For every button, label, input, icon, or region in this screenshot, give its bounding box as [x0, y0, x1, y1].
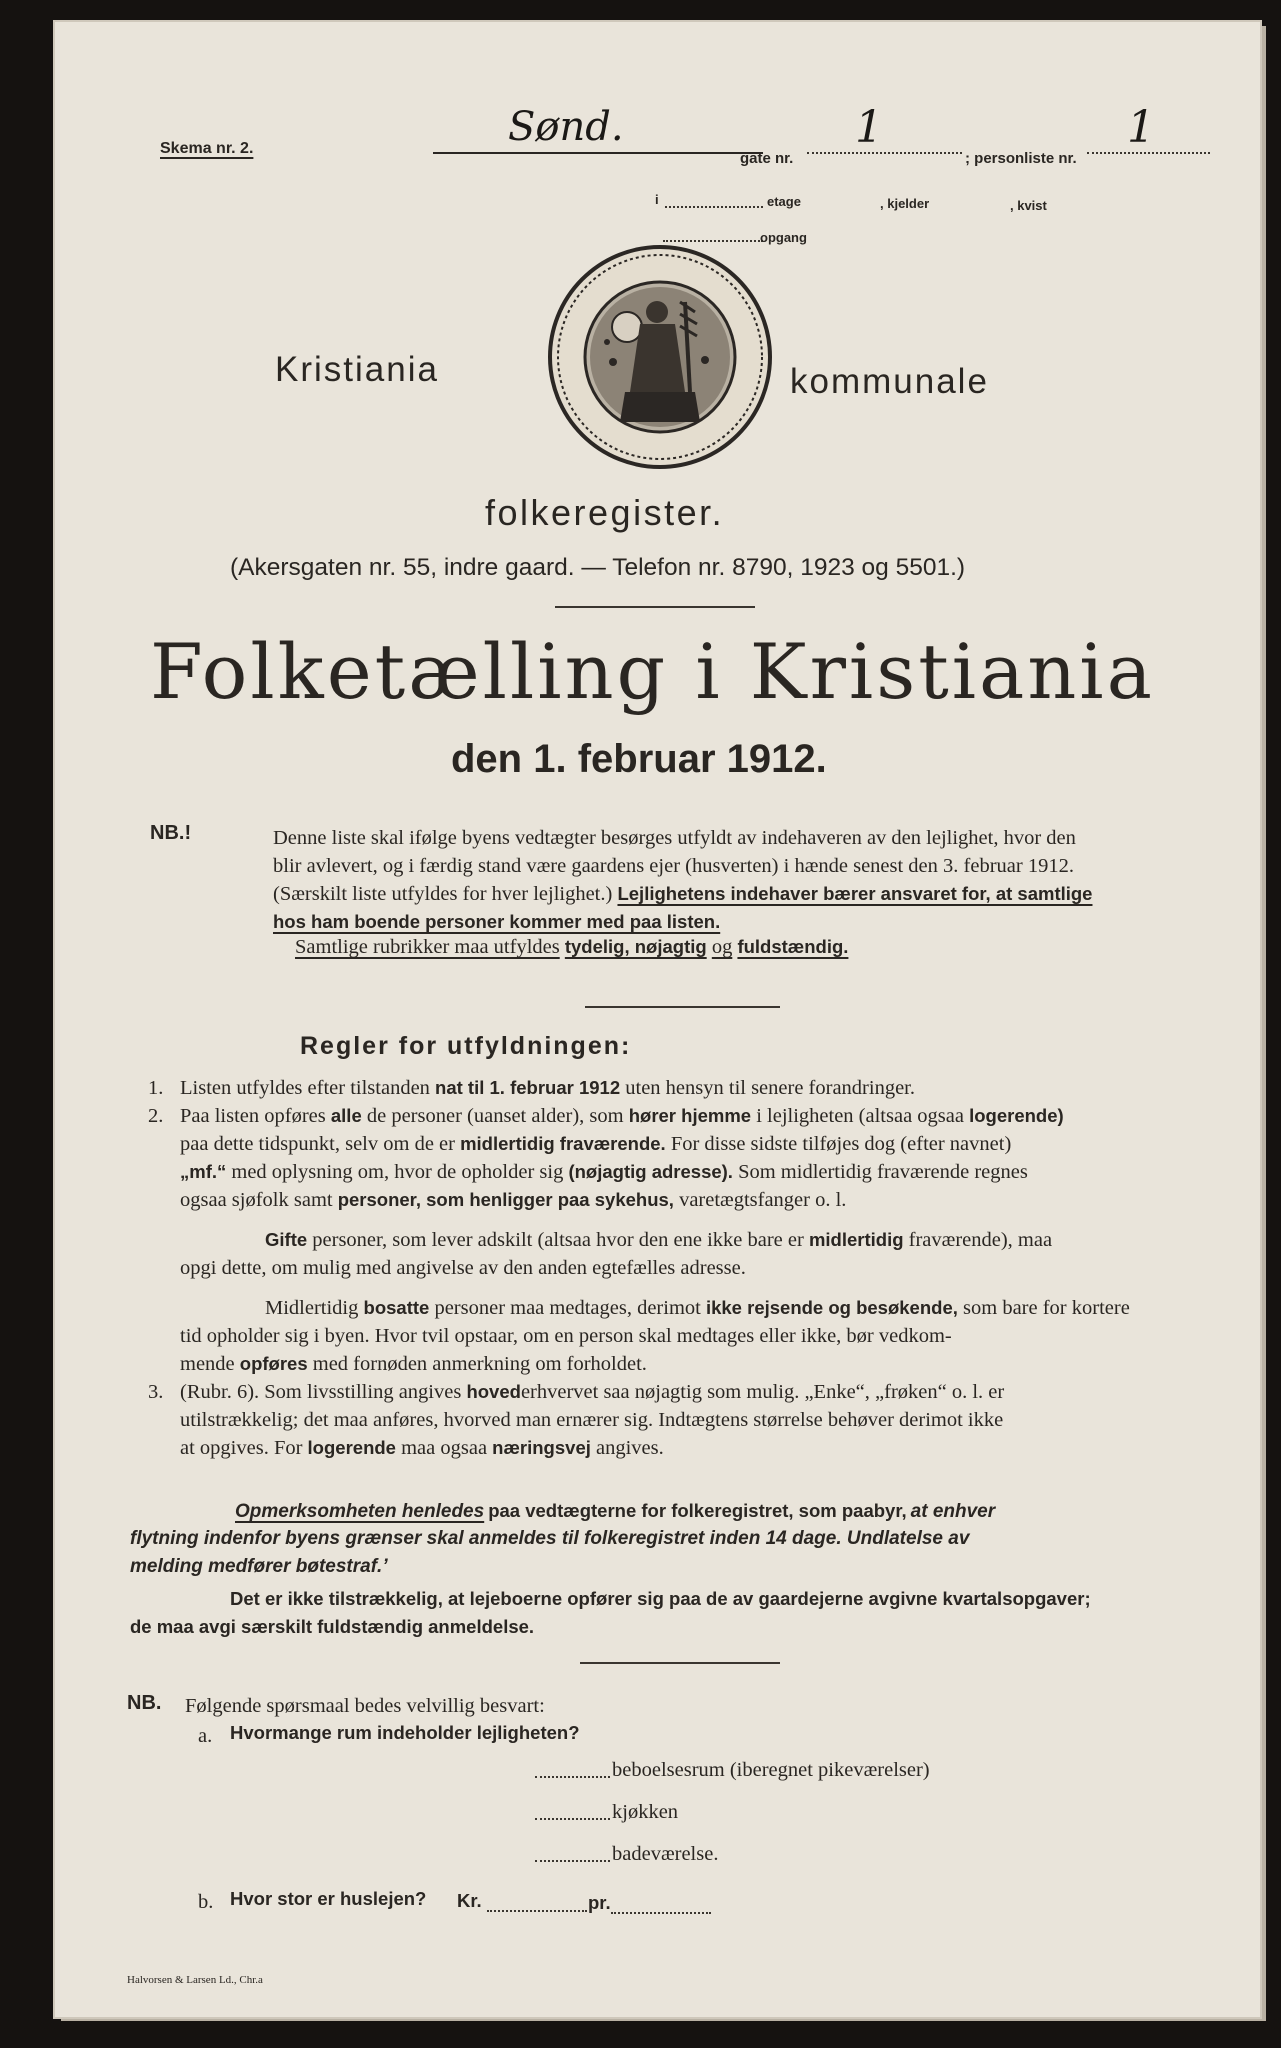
gate-number-handwritten: 1 — [855, 102, 883, 153]
bold-text: „mf.“ — [180, 1161, 227, 1182]
attention-text: paa vedtægterne for folkeregistret, som paabyr, — [488, 1500, 907, 1521]
nb1-line5c: og — [711, 936, 733, 958]
question-b-label: b. — [198, 1891, 214, 1913]
rule-2-number: 2. — [148, 1105, 164, 1127]
bold-text: (nøjagtig adresse). — [568, 1161, 733, 1182]
rule-3-line-1 — [180, 1378, 1215, 1406]
rooms-label: beboelsesrum (iberegnet pikeværelser) — [612, 1759, 930, 1781]
bold-text: opføres — [239, 1353, 308, 1374]
street-field[interactable] — [433, 104, 763, 156]
text: i lejligheten (altsaa ogsaa — [751, 1105, 970, 1127]
divider-3 — [580, 1662, 780, 1664]
rent-amount-field[interactable] — [487, 1910, 587, 1912]
bathroom-field[interactable] — [535, 1860, 610, 1862]
questions-intro: Følgende spørsmaal bedes velvillig besvart: — [185, 1695, 545, 1717]
text: personer, som lever adskilt (altsaa hvor den ene ikke bare er — [307, 1229, 809, 1251]
attention-line-4: Det er ikke tilstrækkelig, at lejeboerne opfører sig paa de av gaardejerne avgivne kvartalsopgaver; — [230, 1588, 1091, 1609]
rule-3-line-3 — [180, 1434, 1215, 1462]
rule-2-line-8: tid opholder sig i byen. Hvor tvil opstaar, om en person skal medtages eller ikke, bør vedkom- — [180, 1325, 952, 1347]
bold-text: alle — [330, 1105, 362, 1126]
rent-period-field[interactable] — [611, 1912, 711, 1914]
attention-line-3: melding medfører bøtestraf.’ — [130, 1556, 388, 1577]
kjelder-label: , kjelder — [880, 196, 930, 211]
attention-italic: at enhver — [910, 1501, 996, 1522]
gate-number-field[interactable] — [807, 102, 962, 156]
rent-kr-label: Kr. — [457, 1890, 482, 1911]
rule-2-line-7 — [265, 1294, 1215, 1322]
questions-nb-label: NB. — [127, 1692, 162, 1714]
kitchen-field[interactable] — [535, 1818, 610, 1820]
kristiania-seal — [545, 242, 775, 472]
text: ogsaa sjøfolk samt — [180, 1189, 338, 1211]
nb1-line3a: (Særskilt liste utfyldes for hver lejlighet.) — [273, 883, 613, 905]
text: angives. — [590, 1437, 664, 1459]
bold-text: Gifte — [265, 1229, 308, 1250]
rooms-field[interactable] — [535, 1776, 610, 1778]
personliste-field[interactable] — [1087, 102, 1210, 156]
text: Midlertidig — [265, 1297, 364, 1319]
schema-label: Skema nr. 2. — [160, 140, 254, 157]
nb1-line2: blir avlevert, og i færdig stand være gaardens ejer (husverten) i hænde senest den 3. februar 1912. — [273, 855, 1074, 877]
text: Paa listen opføres — [180, 1105, 331, 1127]
rule-2-line-6: opgi dette, om mulig med angivelse av den anden egtefælles adresse. — [180, 1257, 746, 1279]
rule-2-line-2 — [180, 1130, 1215, 1158]
attention-lead: Opmerksomheten henledes — [235, 1501, 485, 1522]
etage-field[interactable] — [665, 206, 763, 208]
text: at opgives. For — [180, 1437, 308, 1459]
institution-name: folkeregister. — [485, 492, 725, 533]
bold-text: bosatte — [363, 1297, 430, 1318]
rule-3-number: 3. — [148, 1381, 164, 1403]
text: (Rubr. 6). Som livsstilling angives — [180, 1381, 467, 1403]
kvist-label: , kvist — [1010, 198, 1047, 213]
etage-label: etage — [767, 194, 801, 209]
kitchen-label: kjøkken — [612, 1801, 679, 1823]
bold-text: ikke rejsende og besøkende, — [705, 1297, 958, 1318]
bold-text: logerende) — [969, 1105, 1064, 1126]
text: mende — [180, 1353, 240, 1375]
text: fraværende), maa — [903, 1229, 1053, 1251]
attention-line-2: flytning indenfor byens grænser skal anmeldes til folkeregistret inden 14 dage. Undlatelse av — [130, 1528, 970, 1549]
rule-1-part: Listen utfyldes efter tilstanden — [180, 1077, 436, 1099]
nb1-line5a: Samtlige rubrikker maa utfyldes — [295, 936, 560, 958]
rule-2-line-5 — [265, 1226, 1215, 1254]
bold-text: midlertidig fraværende. — [460, 1133, 666, 1154]
rule-1-part: uten hensyn til senere forandringer. — [620, 1077, 916, 1099]
question-a-text: Hvormange rum indeholder lejligheten? — [230, 1722, 580, 1743]
bold-text: logerende — [307, 1437, 396, 1458]
title-date: den 1. februar 1912. — [451, 737, 827, 781]
text: For disse sidste tilføjes dog (efter navnet) — [665, 1133, 1012, 1155]
divider-2 — [585, 1006, 780, 1008]
rule-2-line-1 — [180, 1102, 1215, 1130]
rule-1-text — [180, 1074, 1215, 1102]
bold-text: hører hjemme — [628, 1105, 752, 1126]
bold-text: næringsvej — [492, 1437, 591, 1458]
bold-text: midlertidig — [808, 1229, 904, 1250]
institution-right: kommunale — [790, 362, 989, 401]
nb1-label: NB.! — [150, 822, 192, 844]
personliste-label: ; personliste nr. — [965, 150, 1077, 167]
street-handwritten: Sønd. — [508, 104, 624, 150]
text: erhvervet saa nøjagtig som mulig. „Enke“, „frøken“ o. l. er — [520, 1381, 1005, 1403]
text: varetægtsfanger o. l. — [673, 1189, 847, 1211]
rule-2-line-3 — [180, 1158, 1215, 1186]
text: personer maa medtages, derimot — [429, 1297, 706, 1319]
question-a-label: a. — [198, 1725, 213, 1747]
text: de personer (uanset alder), som — [361, 1105, 629, 1127]
divider-1 — [555, 606, 755, 608]
bold-text: hoved — [466, 1381, 521, 1402]
text: som bare for kortere — [957, 1297, 1130, 1319]
census-form-page — [55, 22, 1260, 2017]
bathroom-label: badeværelse. — [612, 1843, 719, 1865]
bold-text: personer, som henligger paa sykehus, — [337, 1189, 674, 1210]
rent-pr-label: pr. — [588, 1892, 611, 1913]
text: Som midlertidig fraværende regnes — [732, 1161, 1028, 1183]
nb1-line5d: fuldstændig. — [737, 936, 849, 957]
text: maa ogsaa — [395, 1437, 493, 1459]
rule-1-bold: nat til 1. februar 1912 — [435, 1077, 621, 1098]
institution-left: Kristiania — [275, 350, 439, 389]
gate-label: gate nr. — [740, 150, 794, 167]
rule-3-line-2: utilstrækkelig; det maa anføres, hvorved man ernærer sig. Indtægtens størrelse behøver derimot ikke — [180, 1409, 1004, 1431]
text: med fornøden anmerkning om forholdet. — [307, 1353, 647, 1375]
personliste-handwritten: 1 — [1127, 102, 1155, 153]
attention-line-5: de maa avgi særskilt fuldstændig anmeldelse. — [130, 1616, 535, 1637]
printer-imprint: Halvorsen & Larsen Ld., Chr.a — [127, 1974, 263, 1986]
main-title: Folketælling i Kristiania — [150, 627, 1155, 716]
opgang-label: opgang — [760, 230, 807, 245]
rules-heading: Regler for utfyldningen: — [300, 1032, 632, 1060]
institution-address: (Akersgaten nr. 55, indre gaard. — Telefon nr. 8790, 1923 og 5501.) — [230, 554, 966, 581]
etage-prefix: i — [655, 192, 659, 207]
rule-1-number: 1. — [148, 1077, 164, 1099]
rule-2-line-4 — [180, 1186, 1215, 1214]
nb1-line1: Denne liste skal ifølge byens vedtægter besørges utfyldt av indehaveren av den lejlighet, hvor den — [273, 827, 1076, 849]
nb1-line4: hos ham boende personer kommer med paa listen. — [273, 911, 721, 932]
text: med oplysning om, hvor de opholder sig — [226, 1161, 569, 1183]
nb1-line5b: tydelig, nøjagtig — [564, 936, 707, 957]
question-b-text: Hvor stor er huslejen? — [230, 1888, 427, 1909]
nb1-line3b: Lejlighetens indehaver bærer ansvaret for, at samtlige — [617, 883, 1093, 904]
rule-2-line-9 — [180, 1350, 1215, 1378]
text: paa dette tidspunkt, selv om de er — [180, 1133, 461, 1155]
